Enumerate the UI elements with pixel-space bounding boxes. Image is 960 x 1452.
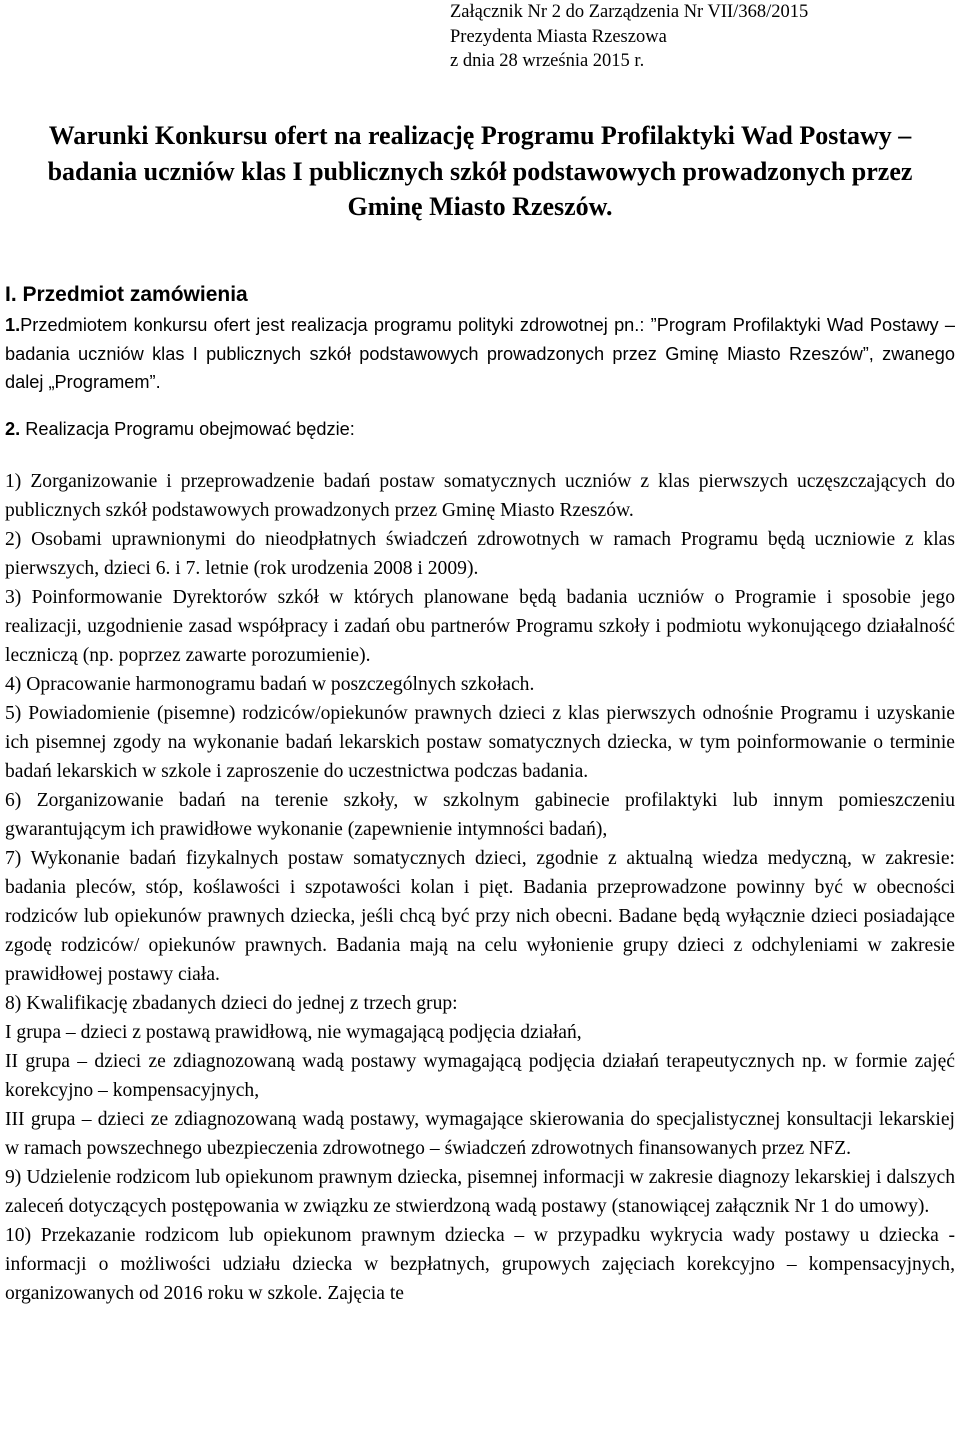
intro-paragraph	[5, 311, 955, 397]
header-line-1: Załącznik Nr 2 do Zarządzenia Nr VII/368/2015	[450, 2, 809, 22]
list-item: 10) Przekazanie rodzicom lub opiekunom prawnym dziecka – w przypadku wykrycia wady postawy u dziecka - informacji o możliwości udziału dziecka w bezpłatnych, grupowych zajęciach korekcyjno – kompensacyjnych, organizowanych od 2016 roku w szkole. Zajęcia te	[5, 1225, 955, 1304]
list-item: 8) Kwalifikację zbadanych dzieci do jednej z trzech grup:	[5, 993, 458, 1014]
point-2-text: Realizacja Programu obejmować będzie:	[20, 419, 355, 439]
list-item: 6) Zorganizowanie badań na terenie szkoły, w szkolnym gabinecie profilaktyki lub innym pomieszczeniu gwarantującym ich prawidłowe wykonanie (zapewnienie intymności badań),	[5, 790, 955, 840]
list-item: 1) Zorganizowanie i przeprowadzenie badań postaw somatycznych uczniów z klas pierwszych uczęszczających do publicznych szkół podstawowych prowadzonych przez Gminę Miasto Rzeszów.	[5, 471, 955, 521]
point-2-number: 2.	[5, 419, 21, 439]
list-item: 2) Osobami uprawnionymi do nieodpłatnych świadczeń zdrowotnych w ramach Programu będą uczniowie z klas pierwszych, dzieci 6. i 7. letnie (rok urodzenia 2008 i 2009).	[5, 529, 955, 579]
intro-text: Przedmiotem konkursu ofert jest realizacja programu polityki zdrowotnej pn.: ”Program Profilaktyki Wad Postawy – badania uczniów klas I publicznych szkół podstawowych prowadzonych przez Gminę Miasto Rzeszów”, zwanego dalej „Programem”.	[5, 315, 955, 392]
scope-list	[5, 467, 955, 1308]
intro-number: 1.	[5, 315, 21, 335]
document-title: Warunki Konkursu ofert na realizację Programu Profilaktyki Wad Postawy – badania uczniów klas I publicznych szkół podstawowych prowadzonych przez Gminę Miasto Rzeszów.	[47, 121, 913, 221]
point-2-heading	[5, 415, 355, 443]
list-item: III grupa – dzieci ze zdiagnozowaną wadą postawy, wymagające skierowania do specjalistycznej konsultacji lekarskiej w ramach powszechnego ubezpieczenia zdrowotnego – świadczeń zdrowotnych finansowanych przez NFZ.	[5, 1109, 955, 1159]
list-item: 3) Poinformowanie Dyrektorów szkół w których planowane będą badania uczniów o Programie i sposobie jego realizacji, uzgodnienie zasad współpracy i zadań obu partnerów Programu szkoły i podmiotu wykonującego działalność leczniczą (np. poprzez zawarte porozumienie).	[5, 587, 955, 666]
attachment-header	[450, 0, 808, 74]
list-item: 9) Udzielenie rodzicom lub opiekunom prawnym dziecka, pisemnej informacji w zakresie diagnozy lekarskiej i dalszych zaleceń dotyczących postępowania w związku ze stwierdzoną wadą postawy (stanowiącej załącznik Nr 1 do umowy).	[5, 1167, 955, 1217]
list-item: II grupa – dzieci ze zdiagnozowaną wadą postawy wymagającą podjęcia działań terapeutycznych np. w formie zajęć korekcyjno – kompensacyjnych,	[5, 1051, 955, 1101]
header-line-2: Prezydenta Miasta Rzeszowa	[450, 26, 667, 47]
list-item: 7) Wykonanie badań fizykalnych postaw somatycznych dzieci, zgodnie z aktualną wiedza medyczną, w zakresie: badania pleców, stóp, koślawości i szpotawości kolan i pięt. Badania przeprowadzone powinny być w obecności rodziców lub opiekunów prawnych dziecka, jeśli chcą być przy nich obecni. Badane będą wyłącznie dzieci posiadające zgodę rodziców/ opiekunów prawnych. Badania mają na celu wyłonienie grupy dzieci z odchyleniami w zakresie prawidłowej postawy ciała.	[5, 848, 955, 985]
section-heading: I. Przedmiot zamówienia	[5, 283, 248, 306]
list-item: I grupa – dzieci z postawą prawidłową, nie wymagającą podjęcia działań,	[5, 1022, 582, 1043]
header-line-3: z dnia 28 września 2015 r.	[450, 51, 645, 71]
list-item: 5) Powiadomienie (pisemne) rodziców/opiekunów prawnych dzieci z klas pierwszych odnośnie Programu i uzyskanie ich pisemnej zgody na wykonanie badań lekarskich postaw somatycznych dziecka, w tym poinformowanie o terminie badań lekarskich w szkole i zaproszenie do uczestnictwa podczas badania.	[5, 703, 955, 782]
list-item: 4) Opracowanie harmonogramu badań w poszczególnych szkołach.	[5, 674, 535, 695]
